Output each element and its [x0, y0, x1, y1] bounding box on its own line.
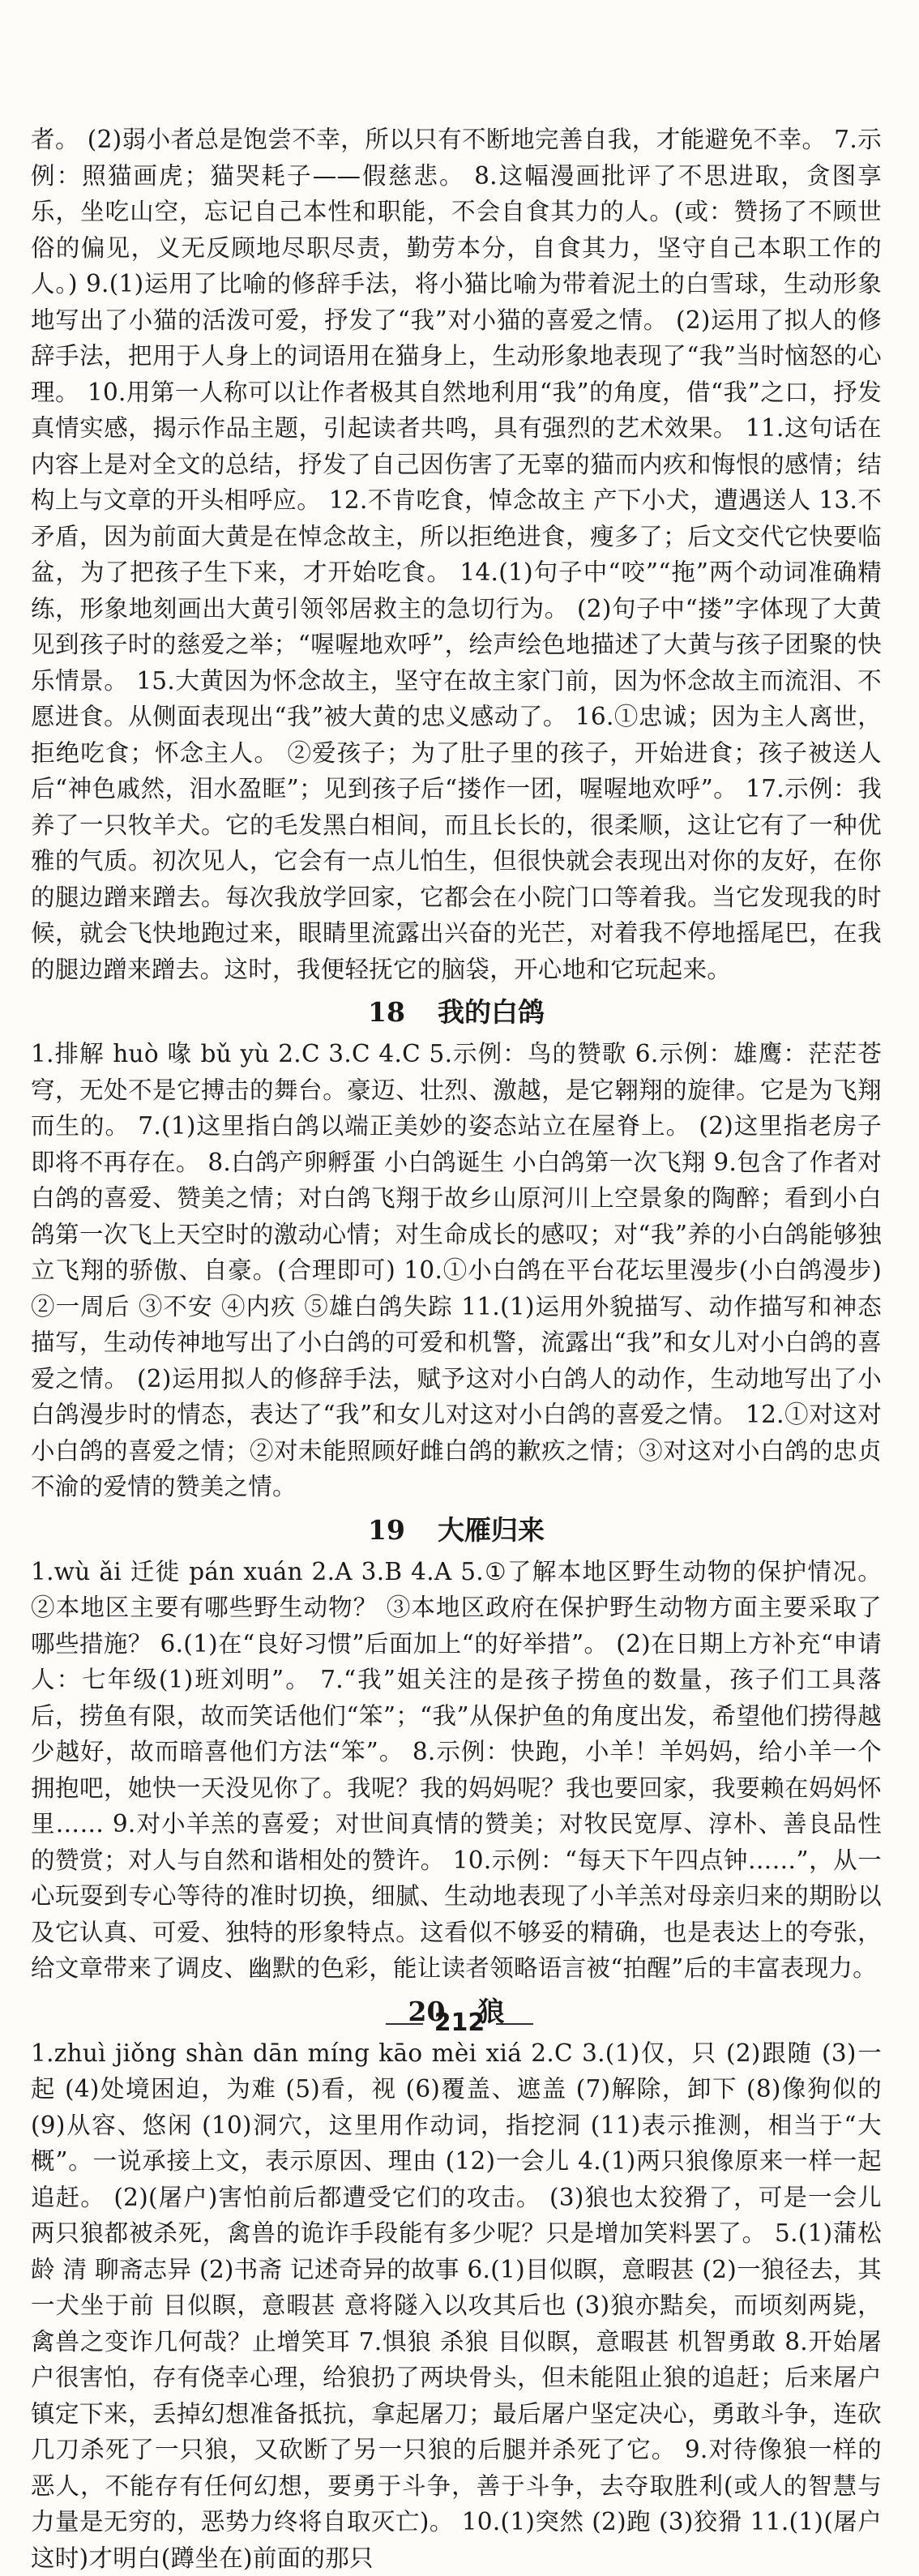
- left-dash: [386, 2023, 423, 2025]
- section-answers-18: 1.排解 huò 喙 bǔ yù 2.C 3.C 4.C 5.示例：鸟的赞歌 6.示例：雄鹰：茫茫苍穹，无处不是它搏击的舞台。豪迈、壮烈、激越，是它翱翔的旋律。它是为飞翔而生的。 7.(1)这里指白鸽以端正美妙的姿态站立在屋脊上。 (2)这里指老房子即将不再存在。 8.白鸽产卵孵蛋 小白鸽诞生 小白鸽第一次飞翔 9.包含了作者对白鸽的喜爱、赞美之情；对白鸽飞翔于故乡山原河川上空景象的陶醉；看到小白鸽第一次飞上天空时的激动心情；对生命成长的感叹；对“我”养的小白鸽能够独立飞翔的骄傲、自豪。(合理即可) 10.①小白鸽在平台花坛里漫步(小白鸽漫步) ②一周后 ③不安 ④内疚 ⑤雄白鸽失踪 11.(1)运用外貌描写、动作描写和神态描写，生动传神地写出了小白鸽的可爱和机警，流露出“我”和女儿对小白鸽的喜爱之情。 (2)运用拟人的修辞手法，赋予这对小白鸽人的动作，生动地写出了小白鸽漫步时的情态，表达了“我”和女儿对这对小白鸽的喜爱之情。 12.①对这对小白鸽的喜爱之情；②对未能照顾好雌白鸽的歉疚之情；③对这对小白鸽的忠贞不渝的爱情的赞美之情。: [31, 1036, 882, 1505]
- section-title-18: [31, 992, 882, 1033]
- page-number: [0, 2009, 919, 2037]
- section-answers-19: 1.wù ǎi 迁徙 pán xuán 2.A 3.B 4.A 5.①了解本地区野生动物的保护情况。 ②本地区主要有哪些野生动物？ ③本地区政府在保护野生动物方面主要采取了哪些措施？ 6.(1)在“良好习惯”后面加上“的好举措”。 (2)在日期上方补充“申请人：七年级(1)班刘明”。 7.“我”姐关注的是孩子捞鱼的数量，孩子们工具落后，捞鱼有限，故而笑话他们“笨”；“我”从保护鱼的角度出发，希望他们捞得越少越好，故而暗喜他们方法“笨”。 8.示例：快跑，小羊！羊妈妈，给小羊一个拥抱吧，她快一天没见你了。我呢？我的妈妈呢？我也要回家，我要赖在妈妈怀里…… 9.对小羊羔的喜爱；对世间真情的赞美；对牧民宽厚、淳朴、善良品性的赞赏；对人与自然和谐相处的赞许。 10.示例：“每天下午四点钟……”，从一心玩耍到专心等待的准时切换，细腻、生动地表现了小羊羔对母亲归来的期盼以及它认真、可爱、独特的形象特点。这看似不够妥的精确，也是表达上的夸张，给文章带来了调皮、幽默的色彩，能让读者领略语言被“拍醒”后的丰富表现力。: [31, 1554, 882, 1987]
- section-title-19: [31, 1510, 882, 1551]
- answer-page: [31, 122, 882, 2576]
- section-name: 大雁归来: [438, 1514, 545, 1546]
- page-number-value: 212: [434, 2009, 485, 2037]
- right-dash: [496, 2023, 533, 2025]
- section-number: 19: [368, 1514, 405, 1546]
- section-number: 20: [408, 1996, 446, 2027]
- continuation-answers: 者。 (2)弱小者总是饱尝不幸，所以只有不断地完善自我，才能避免不幸。 7.示例：照猫画虎；猫哭耗子——假慈悲。 8.这幅漫画批评了不思进取，贪图享乐，坐吃山空，忘记自己本性和职能，不会自食其力的人。(或：赞扬了不顾世俗的偏见，义无反顾地尽职尽责，勤劳本分，自食其力，坚守自己本职工作的人。) 9.(1)运用了比喻的修辞手法，将小猫比喻为带着泥土的白雪球，生动形象地写出了小猫的活泼可爱，抒发了“我”对小猫的喜爱之情。 (2)运用了拟人的修辞手法，把用于人身上的词语用在猫身上，生动形象地表现了“我”当时恼怒的心理。 10.用第一人称可以让作者极其自然地利用“我”的角度，借“我”之口，抒发真情实感，揭示作品主题，引起读者共鸣，具有强烈的艺术效果。 11.这句话在内容上是对全文的总结，抒发了自己因伤害了无辜的猫而内疚和悔恨的感情；结构上与文章的开头相呼应。 12.不肯吃食，悼念故主 产下小犬，遭遇送人 13.不矛盾，因为前面大黄是在悼念故主，所以拒绝进食，瘦多了；后文交代它快要临盆，为了把孩子生下来，才开始吃食。 14.(1)句子中“咬”“拖”两个动词准确精练，形象地刻画出大黄引领邻居救主的急切行为。 (2)句子中“搂”字体现了大黄见到孩子时的慈爱之举；“喔喔地欢呼”，绘声绘色地描述了大黄与孩子团聚的快乐情景。 15.大黄因为怀念故主，坚守在故主家门前，因为怀念故主而流泪、不愿进食。从侧面表现出“我”被大黄的忠义感动了。 16.①忠诚；因为主人离世，拒绝吃食；怀念主人。 ②爱孩子；为了肚子里的孩子，开始进食；孩子被送人后“神色戚然，泪水盈眶”；见到孩子后“搂作一团，喔喔地欢呼”。 17.示例：我养了一只牧羊犬。它的毛发黑白相间，而且长长的，很柔顺，这让它有了一种优雅的气质。初次见人，它会有一点儿怕生，但很快就会表现出对你的友好，在你的腿边蹭来蹭去。每次我放学回家，它都会在小院门口等着我。当它发现我的时候，就会飞快地跑过来，眼睛里流露出兴奋的光芒，对着我不停地摇尾巴，在我的腿边蹭来蹭去。这时，我便轻抚它的脑袋，开心地和它玩起来。: [31, 122, 882, 987]
- section-name: 狼: [477, 1996, 504, 2027]
- section-number: 18: [368, 996, 405, 1028]
- section-answers-20: 1.zhuì jiǒng shàn dān míng kāo mèi xiá 2.C 3.(1)仅，只 (2)跟随 (3)一起 (4)处境困迫，为难 (5)看，视 (6)覆盖、遮盖 (7)解除，卸下 (8)像狗似的 (9)从容、悠闲 (10)洞穴，这里用作动词，指挖洞 (11)表示推测，相当于“大概”。一说承接上文，表示原因、理由 (12)一会儿 4.(1)两只狼像原来一样一起追赶。 (2)(屠户)害怕前后都遭受它们的攻击。 (3)狼也太狡猾了，可是一会儿两只狼都被杀死，禽兽的诡诈手段能有多少呢？只是增加笑料罢了。 5.(1)蒲松龄 清 聊斋志异 (2)书斋 记述奇异的故事 6.(1)目似瞑，意暇甚 (2)一狼径去，其一犬坐于前 目似瞑，意暇甚 意将隧入以攻其后也 (3)狼亦黠矣，而顷刻两毙，禽兽之变诈几何哉？止增笑耳 7.惧狼 杀狼 目似瞑，意暇甚 机智勇敢 8.开始屠户很害怕，存有侥幸心理，给狼扔了两块骨头，但未能阻止狼的追赶；后来屠户镇定下来，丢掉幻想准备抵抗，拿起屠刀；最后屠户坚定决心，勇敢斗争，连砍几刀杀死了一只狼，又砍断了另一只狼的后腿并杀死了它。 9.对待像狼一样的恶人，不能存有任何幻想，要勇于斗争，善于斗争，去夺取胜利(或人的智慧与力量是无穷的，恶势力终将自取灭亡)。 10.(1)突然 (2)跑 (3)狡猾 11.(1)(屠户这时)才明白(蹲坐在)前面的那只: [31, 2035, 882, 2576]
- section-name: 我的白鸽: [438, 996, 545, 1028]
